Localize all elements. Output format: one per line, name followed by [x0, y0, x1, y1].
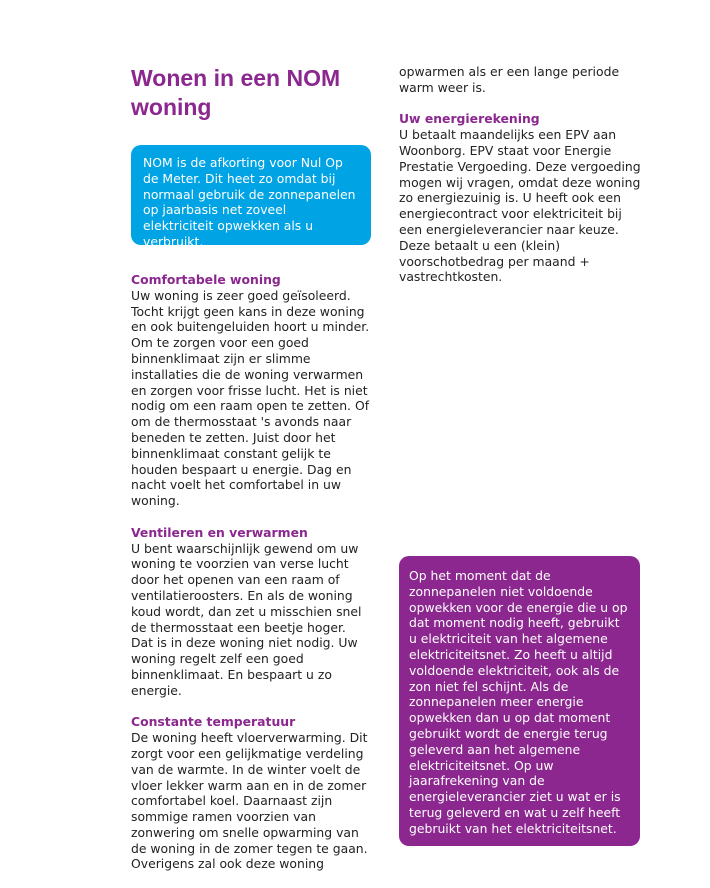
right-column [399, 64, 643, 285]
section-heading-ventilation: Ventileren en verwarmen [131, 524, 308, 540]
section-body-temperature: De woning heeft vloerverwarming. Dit zorgt voor een gelijkmatige verdeling van de warmte. In de winter voelt de vloer lekker warm aan en in de zomer comfortabel koel. Daarnaast zijn sommige ramen voorzien van zonwering om snelle opwarming van de woning in de zomer tegen te gaan. Overigens zal ook deze woning [131, 730, 368, 872]
section-heading-comfort: Comfortabele woning [131, 272, 281, 287]
page-title: Wonen in een NOM woning [131, 65, 341, 120]
info-callout [399, 556, 640, 846]
section-body-comfort: Uw woning is zeer goed geïsoleerd. Tocht krijgt geen kans in deze woning en ook buitengeluiden hoort u minder. Om te zorgen voor een goed binnenklimaat zijn er slimme installaties die de woning verwarmen en zorgen voor frisse lucht. Het is niet nodig om een raam open te zetten. Of om de thermosstaat 's avonds naar beneden te zetten. Juist door het binnenklimaat constant gelijk te houden bespaart u energie. Dag en nacht voelt het comfortabel in uw woning. [131, 287, 370, 509]
intro-callout [131, 145, 371, 249]
left-sections [131, 272, 371, 872]
continued-text: opwarmen als er een lange periode warm weer is. [399, 64, 620, 95]
section-heading-temperature: Constante temperatuur [131, 714, 296, 730]
section-body-ventilation: U bent waarschijnlijk gewend om uw woning te voorzien van verse lucht door het openen van een raam of ventilatieroosters. En als de woning koud wordt, dan zet u misschien snel de thermosstaat een beetje hoger. Dat is in deze woning niet nodig. Uw woning regelt zelf een goed binnenklimaat. En bespaart u zo energie. [131, 540, 362, 698]
info-callout-text: Op het moment dat de zonnepanelen niet voldoende opwekken voor de energie die u op dat moment nodig heeft, gebruikt u elektriciteit van het algemene elektriciteitsnet. Zo heeft u altijd voldoende elektriciteit, ook als de zon niet fel schijnt. Als de zonnepanelen meer energie opwekken dan u op dat moment gebruikt wordt de energie terug geleverd aan het algemene elektriciteitsnet. Op uw jaarafrekening van de energieleverancier ziet u wat er is terug geleverd en wat u zelf heeft gebruikt van het elektriciteitsnet. [409, 568, 628, 836]
section-heading-energy-bill: Uw energierekening [399, 111, 540, 127]
left-column [131, 64, 371, 122]
intro-callout-text: NOM is de afkorting voor Nul Op de Meter. Dit heet zo omdat bij normaal gebruik de zonnepanelen op jaarbasis net zoveel elektriciteit opwekken als u verbruikt. [143, 155, 356, 249]
section-body-energy-bill: U betaalt maandelijks een EPV aan Woonborg. EPV staat voor Energie Prestatie Vergoeding. Deze vergoeding mogen wij vragen, omdat deze woning zo energiezuinig is. U heeft ook een energiecontract voor elektriciteit bij een energieleverancier naar keuze. Deze betaalt u een (klein) voorschotbedrag per maand + vastrechtkosten. [399, 127, 641, 285]
